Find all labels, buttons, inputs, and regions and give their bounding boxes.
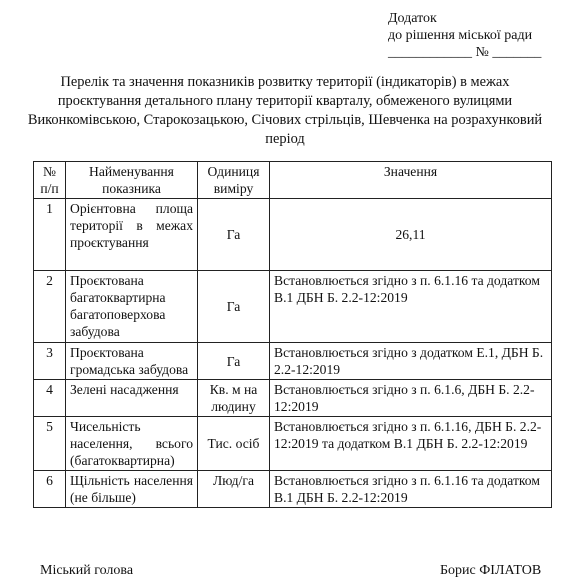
addendum-block (388, 10, 558, 61)
table-row (34, 471, 552, 508)
row-num: 2 (34, 271, 66, 343)
row-unit: Люд/га (198, 471, 270, 508)
table-row (34, 417, 552, 471)
header-num: № п/п (34, 162, 66, 199)
row-name: Чисельність населення, всього (багатоквартирна) (66, 417, 198, 471)
row-name: Щільність населення (не більше) (66, 471, 198, 508)
indicators-table (33, 161, 552, 508)
row-unit: Кв. м на людину (198, 380, 270, 417)
addendum-title: Додаток (388, 11, 437, 26)
addendum-decision-ref: до рішення міської ради (388, 28, 533, 43)
signatory-name: Борис ФІЛАТОВ (440, 563, 542, 578)
row-value: Встановлюється згідно з п. 6.1.16 та додатком В.1 ДБН Б. 2.2-12:2019 (270, 471, 552, 508)
row-name: Проєктована громадська забудова (66, 343, 198, 380)
row-value: Встановлюється згідно з п. 6.1.16, ДБН Б. 2.2-12:2019 та додатком В.1 ДБН Б. 2.2-12:2019 (270, 417, 552, 471)
row-unit: Га (198, 199, 270, 271)
row-value: Встановлюється згідно з додатком Е.1, ДБН Б. 2.2-12:2019 (270, 343, 552, 380)
table-row (34, 343, 552, 380)
table-row (34, 199, 552, 271)
row-num: 5 (34, 417, 66, 471)
header-unit: Одиниця виміру (198, 162, 270, 199)
row-unit: Га (198, 343, 270, 380)
row-num: 1 (34, 199, 66, 271)
row-num: 6 (34, 471, 66, 508)
signatory-position: Міський голова (40, 563, 134, 578)
table-header-row (34, 162, 552, 199)
row-name: Орієнтовна площа території в межах проєктування (66, 199, 198, 271)
row-unit: Тис. осіб (198, 417, 270, 471)
row-value: 26,11 (270, 199, 552, 271)
row-name: Проєктована багатоквартирна багатоповерхова забудова (66, 271, 198, 343)
addendum-number-line: ____________ № _______ (388, 45, 542, 60)
row-num: 4 (34, 380, 66, 417)
row-value: Встановлюється згідно з п. 6.1.6, ДБН Б. 2.2-12:2019 (270, 380, 552, 417)
row-value: Встановлюється згідно з п. 6.1.16 та додатком В.1 ДБН Б. 2.2-12:2019 (270, 271, 552, 343)
document-heading: Перелік та значення показників розвитку території (індикаторів) в межах проєктування детального плану території кварталу, обмеженого вулицями Виконкомівською, Старокозацькою, Січових стрільців, Шевченка на розрахунковий період (27, 74, 543, 147)
header-value: Значення (270, 162, 552, 199)
header-name: Найменування показника (66, 162, 198, 199)
row-num: 3 (34, 343, 66, 380)
row-unit: Га (198, 271, 270, 343)
row-name: Зелені насадження (66, 380, 198, 417)
table-row (34, 271, 552, 343)
table-row (34, 380, 552, 417)
